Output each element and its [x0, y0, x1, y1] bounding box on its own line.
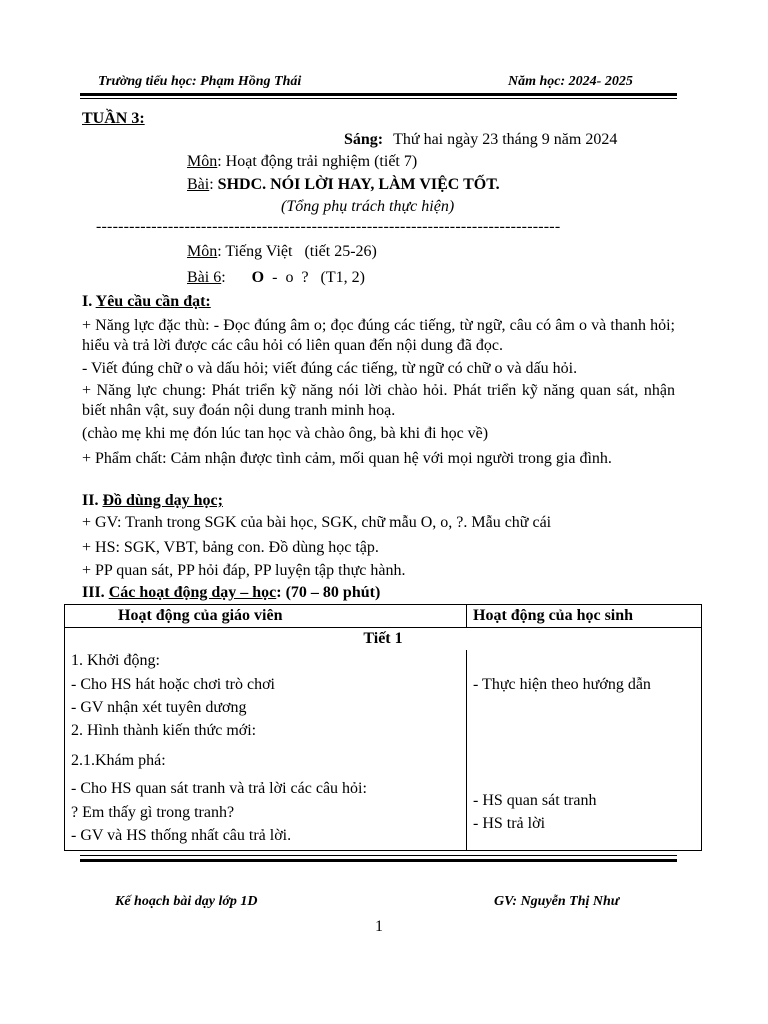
lesson2-subject	[187, 243, 377, 261]
title-colon: :	[209, 176, 218, 193]
footer-rule-thick	[80, 859, 677, 862]
objective-item: + Năng lực đặc thù: - Đọc đúng âm o; đọc đúng các tiếng, từ ngữ, câu có âm o và thanh hỏi; hiểu và trả lời được các câu hỏi có liên quan đến nội dung đã đọc.	[82, 317, 675, 354]
header-rule-thin	[80, 98, 677, 99]
subject-value: : Tiếng Việt (tiết 25-26)	[217, 243, 377, 260]
section-title: Các hoạt động dạy – học	[108, 584, 277, 601]
teacher-line: 2. Hình thành kiến thức mới:	[71, 722, 257, 739]
teacher-line: ? Em thấy gì trong tranh?	[71, 804, 235, 821]
section-title: Yêu cầu cần đạt:	[95, 293, 211, 310]
student-line: - HS quan sát tranh	[473, 792, 597, 809]
date-text: Thứ hai ngày 23 tháng 9 năm 2024	[393, 131, 618, 148]
student-activities	[467, 650, 702, 851]
table-row	[65, 650, 702, 851]
teacher-line: 1. Khởi động:	[71, 652, 160, 669]
subject-label: Môn	[187, 153, 218, 170]
lesson2-title	[187, 269, 365, 287]
date-label: Sáng:	[344, 131, 384, 148]
material-item: + PP quan sát, PP hỏi đáp, PP luyện tập thực hành.	[82, 562, 406, 579]
title-value: SHDC. NÓI LỜI HAY, LÀM VIỆC TỐT.	[217, 176, 500, 193]
week-title: TUẦN 3:	[82, 110, 145, 127]
section1-heading	[82, 293, 211, 311]
title-label: Bài 6	[187, 269, 222, 286]
objective-item: (chào mẹ khi mẹ đón lúc tan học và chào ông, bà khi đi học về)	[82, 425, 489, 442]
teacher-line: - GV nhận xét tuyên dương	[71, 699, 247, 716]
footer-rule-thin	[80, 855, 677, 856]
section-num: I.	[82, 293, 96, 310]
section-divider: ------------------------------------------------------------------------------------	[96, 218, 561, 235]
objective-item: + Năng lực chung: Phát triển kỹ năng nói lời chào hỏi. Phát triển kỹ năng quan sát, nhận biết nhân vật, suy đoán nội dung tranh minh hoạ.	[82, 382, 675, 419]
teacher-line: - Cho HS hát hoặc chơi trò chơi	[71, 676, 275, 693]
objective-item: - Viết đúng chữ o và dấu hỏi; viết đúng các tiếng, từ ngữ có chữ o và dấu hỏi.	[82, 360, 578, 377]
title-colon: :	[221, 269, 226, 286]
col-teacher-header: Hoạt động của giáo viên	[65, 605, 467, 628]
lesson-rest: - o ? (T1, 2)	[272, 269, 365, 286]
section-num: III.	[82, 584, 109, 601]
period-row	[65, 628, 702, 651]
header-rule-thick	[80, 93, 677, 96]
page-number: 1	[375, 918, 383, 935]
teacher-line: - Cho HS quan sát tranh và trả lời các câu hỏi:	[71, 780, 367, 797]
school-year: Năm học: 2024- 2025	[508, 74, 633, 89]
section3-heading	[82, 584, 380, 602]
teacher-activities	[65, 650, 467, 851]
col-student-header: Hoạt động của học sinh	[467, 605, 702, 628]
student-line: - HS trả lời	[473, 815, 546, 832]
school-name: Trường tiểu học: Phạm Hồng Thái	[98, 74, 302, 89]
period-title: Tiết 1	[65, 628, 702, 651]
subject-value: : Hoạt động trải nghiệm (tiết 7)	[217, 153, 418, 170]
section2-heading	[82, 492, 223, 510]
date-line	[344, 131, 617, 149]
section-duration: : (70 – 80 phút)	[276, 584, 381, 601]
subject-label: Môn	[187, 243, 218, 260]
section-title: Đồ dùng dạy học;	[102, 492, 223, 509]
material-item: + HS: SGK, VBT, bảng con. Đồ dùng học tập.	[82, 539, 379, 556]
material-item: + GV: Tranh trong SGK của bài học, SGK, chữ mẫu O, o, ?. Mẫu chữ cái	[82, 514, 552, 531]
footer-plan: Kế hoạch bài dạy lớp 1D	[115, 894, 258, 909]
lesson1-subject	[187, 153, 417, 171]
lesson1-title	[187, 176, 500, 194]
student-line: - Thực hiện theo hướng dẫn	[473, 676, 651, 693]
letter-upper: O	[251, 269, 265, 286]
teacher-line: 2.1.Khám phá:	[71, 752, 166, 769]
section-num: II.	[82, 492, 103, 509]
activities-table	[64, 604, 702, 851]
lesson1-note: (Tổng phụ trách thực hiện)	[281, 198, 455, 215]
table-header-row	[65, 605, 702, 628]
footer-teacher: GV: Nguyễn Thị Như	[494, 894, 620, 909]
teacher-line: - GV và HS thống nhất câu trả lời.	[71, 827, 292, 844]
title-label: Bài	[187, 176, 210, 193]
objective-item: + Phẩm chất: Cảm nhận được tình cảm, mối quan hệ với mọi người trong gia đình.	[82, 450, 612, 467]
